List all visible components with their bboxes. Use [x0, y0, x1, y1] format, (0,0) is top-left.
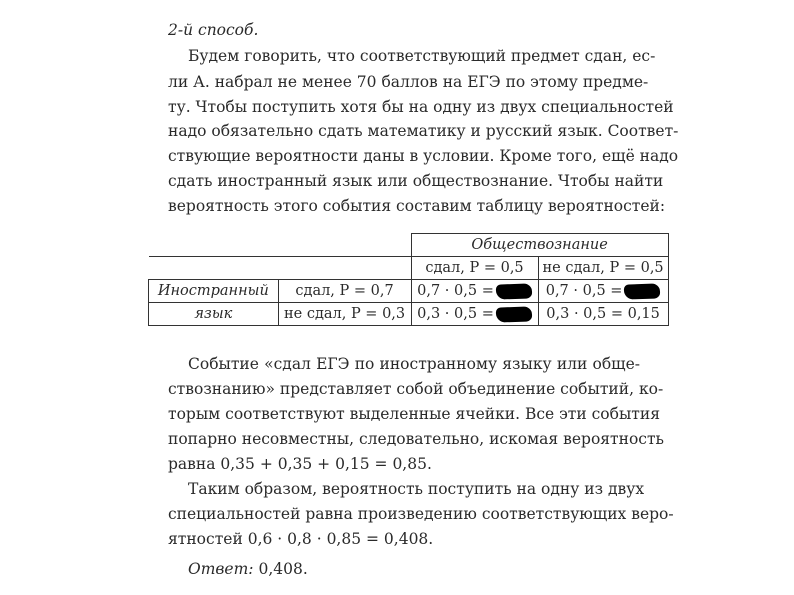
- answer-label: Ответ:: [188, 560, 254, 578]
- probability-table: [148, 233, 669, 326]
- paragraph1-line: ту. Чтобы поступить хотя бы на одну из двух специальностей: [168, 98, 674, 116]
- table-cell: [538, 280, 668, 303]
- table-cell: [411, 303, 538, 326]
- method-heading: 2-й способ.: [168, 21, 259, 39]
- paragraph3-line: Таким образом, вероятность поступить на одну из двух: [188, 480, 645, 498]
- redaction-mark: [496, 306, 533, 322]
- paragraph1-line: Будем говорить, что соответствующий предмет сдан, ес-: [188, 47, 656, 65]
- answer-value: 0,408.: [258, 560, 308, 578]
- row-label-failed: не сдал, P = 0,3: [278, 303, 411, 326]
- paragraph3-line: специальностей равна произведению соответствующих веро-: [168, 505, 674, 523]
- paragraph2-line: ствознанию» представляет собой объединение событий, ко-: [168, 380, 664, 398]
- redaction-mark: [496, 283, 533, 299]
- paragraph2-line: Событие «сдал ЕГЭ по иностранному языку или обще-: [188, 355, 640, 373]
- cell-expression: 0,7 · 0,5 =: [545, 283, 623, 299]
- paragraph1-line: ли А. набрал не менее 70 баллов на ЕГЭ по этому предме-: [168, 73, 649, 91]
- row-label-passed: сдал, P = 0,7: [278, 280, 411, 303]
- row-group-label: Иностранный: [149, 280, 279, 303]
- row-group-label: язык: [149, 303, 279, 326]
- table-corner-blank: [149, 257, 412, 280]
- answer-line: [188, 559, 388, 579]
- paragraph1-line: ствующие вероятности даны в условии. Кроме того, ещё надо: [168, 147, 679, 165]
- social-studies-header: Обществознание: [411, 234, 668, 257]
- table-corner-blank: [149, 234, 412, 257]
- cell-expression: 0,7 · 0,5 =: [417, 283, 494, 299]
- cell-expression: 0,3 · 0,5 =: [417, 306, 494, 322]
- col-header-failed: не сдал, P = 0,5: [538, 257, 668, 280]
- paragraph1-line: вероятность этого события составим таблицу вероятностей:: [168, 197, 666, 215]
- col-header-passed: сдал, P = 0,5: [411, 257, 538, 280]
- redaction-mark: [624, 283, 661, 299]
- paragraph2-line: торым соответствуют выделенные ячейки. Все эти события: [168, 405, 660, 423]
- table-cell: [411, 280, 538, 303]
- paragraph2-line: равна 0,35 + 0,35 + 0,15 = 0,85.: [168, 455, 432, 473]
- paragraph1-line: надо обязательно сдать математику и русский язык. Соответ-: [168, 122, 679, 140]
- table-cell: 0,3 · 0,5 = 0,15: [538, 303, 668, 326]
- paragraph3-line: ятностей 0,6 · 0,8 · 0,85 = 0,408.: [168, 530, 434, 548]
- paragraph2-line: попарно несовместны, следовательно, искомая вероятность: [168, 430, 664, 448]
- paragraph1-line: сдать иностранный язык или обществознание. Чтобы найти: [168, 172, 664, 190]
